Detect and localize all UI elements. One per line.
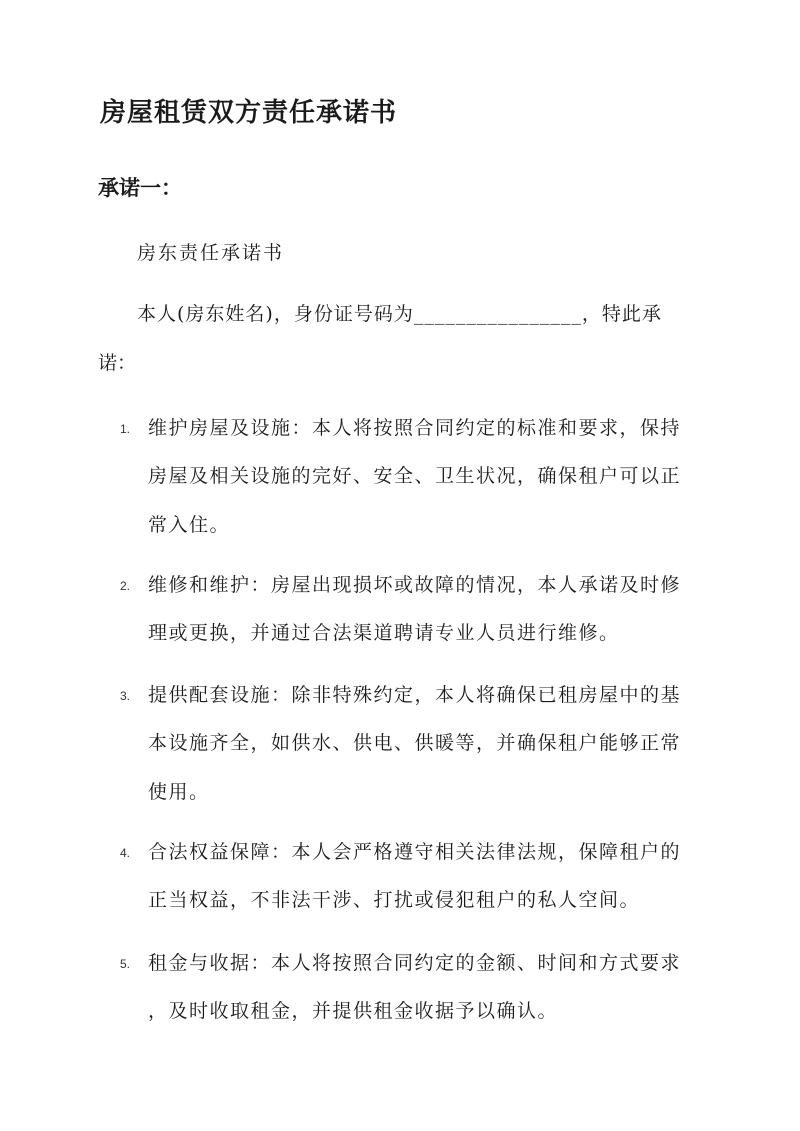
list-item-text: 常入住。 [148,514,231,536]
list-item-text: 合法权益保障：本人会严格遵守相关法律法规，保障租户的 [148,841,682,863]
list-item-number: 5. [120,957,131,971]
document-title: 房屋租赁双方责任承诺书 [100,98,398,128]
list-item-number: 2. [120,579,131,593]
list-item-number: 4. [120,846,131,860]
list-item-number: 1. [120,422,131,436]
section-heading: 承诺一： [98,175,182,200]
list-item-text: 维护房屋及设施：本人将按照合同约定的标准和要求，保持 [148,417,682,439]
list-item-text: 本设施齐全，如供水、供电、供暖等，并确保租户能够正常 [148,732,682,754]
list-item-number: 3. [120,689,131,703]
intro-text-continued: 诺： [98,352,137,374]
list-item-text: 维修和维护：房屋出现损坏或故障的情况，本人承诺及时修 [148,574,682,596]
list-item-text: 租金与收据：本人将按照合同约定的金额、时间和方式要求 [148,952,682,974]
intro-text: 本人(房东姓名)，身份证号码为________________，特此承 [137,303,662,325]
list-item-text: 正当权益，不非法干涉、打扰或侵犯租户的私人空间。 [148,889,641,911]
subtitle: 房东责任承诺书 [137,242,285,264]
list-item-text: 提供配套设施：除非特殊约定，本人将确保已租房屋中的基 [148,684,682,706]
list-item-text: 房屋及相关设施的完好、安全、卫生状况，确保租户可以正 [148,465,682,487]
list-item-text: ，及时收取租金，并提供租金收据予以确认。 [148,1000,559,1022]
list-item-text: 理或更换，并通过合法渠道聘请专业人员进行维修。 [148,622,620,644]
list-item-text: 使用。 [148,781,210,803]
